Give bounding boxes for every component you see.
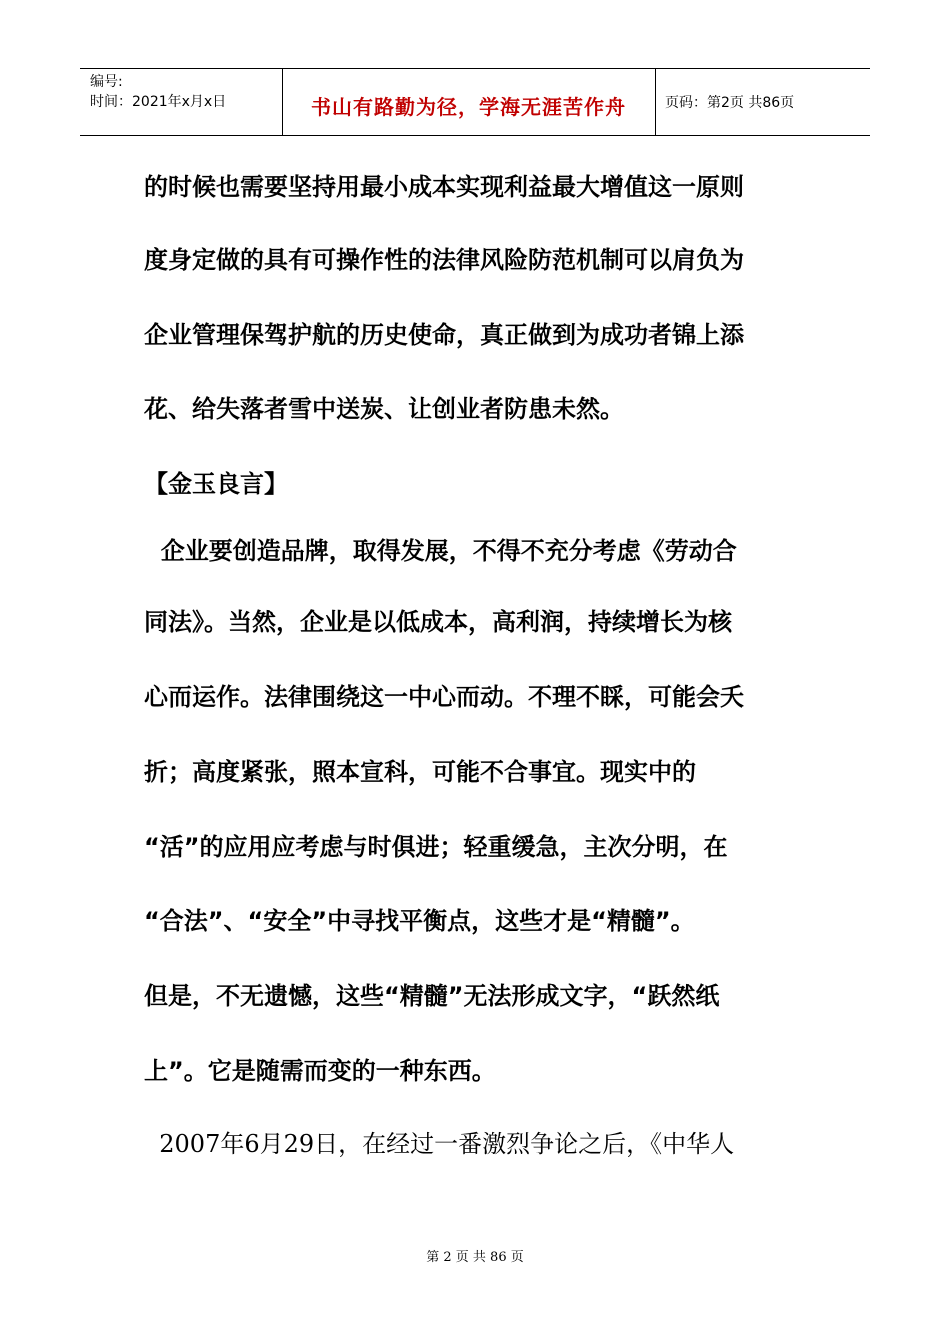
header-motto: 书山有路勤为径，学海无涯苦作舟 bbox=[311, 95, 626, 119]
body-line: “合法”、“安全”中寻找平衡点，这些才是“精髓”。 bbox=[144, 907, 695, 935]
body-line: 同法》。当然，企业是以低成本，高利润，持续增长为核 bbox=[144, 608, 732, 636]
header-page-cell bbox=[655, 69, 870, 135]
body-line: “活”的应用应考虑与时俱进；轻重缓急，主次分明，在 bbox=[144, 833, 728, 861]
body-line: 企业管理保驾护航的历史使命，真正做到为成功者锦上添 bbox=[144, 321, 744, 349]
header-meta-cell bbox=[80, 69, 283, 135]
header-page-info: 页码：第2页 共86页 bbox=[665, 95, 795, 111]
body-line: 上”。它是随需而变的一种东西。 bbox=[144, 1057, 496, 1085]
page-header bbox=[80, 68, 870, 136]
document-number-label: 编号: bbox=[90, 74, 123, 90]
body-line: 企业要创造品牌，取得发展，不得不充分考虑《劳动合 bbox=[144, 537, 737, 565]
page-footer: 第 2 页 共 86 页 bbox=[426, 1250, 524, 1265]
body-line: 心而运作。法律围绕这一中心而动。不理不睬，可能会夭 bbox=[144, 683, 744, 711]
body-line: 的时候也需要坚持用最小成本实现利益最大增值这一原则 bbox=[144, 173, 744, 201]
document-time-label: 时间：2021年x月x日 bbox=[90, 94, 227, 110]
body-line: 花、给失落者雪中送炭、让创业者防患未然。 bbox=[144, 395, 624, 423]
body-line: 但是，不无遗憾，这些“精髓”无法形成文字，“跃然纸 bbox=[144, 982, 720, 1010]
body-line: 折；高度紧张，照本宣科，可能不合事宜。现实中的 bbox=[144, 758, 696, 786]
header-motto-cell bbox=[282, 69, 656, 135]
body-line: 度身定做的具有可操作性的法律风险防范机制可以肩负为 bbox=[144, 246, 744, 274]
body-line: 2007年6月29日，在经过一番激烈争论之后，《中华人 bbox=[144, 1130, 735, 1158]
section-heading: 【金玉良言】 bbox=[144, 470, 288, 498]
